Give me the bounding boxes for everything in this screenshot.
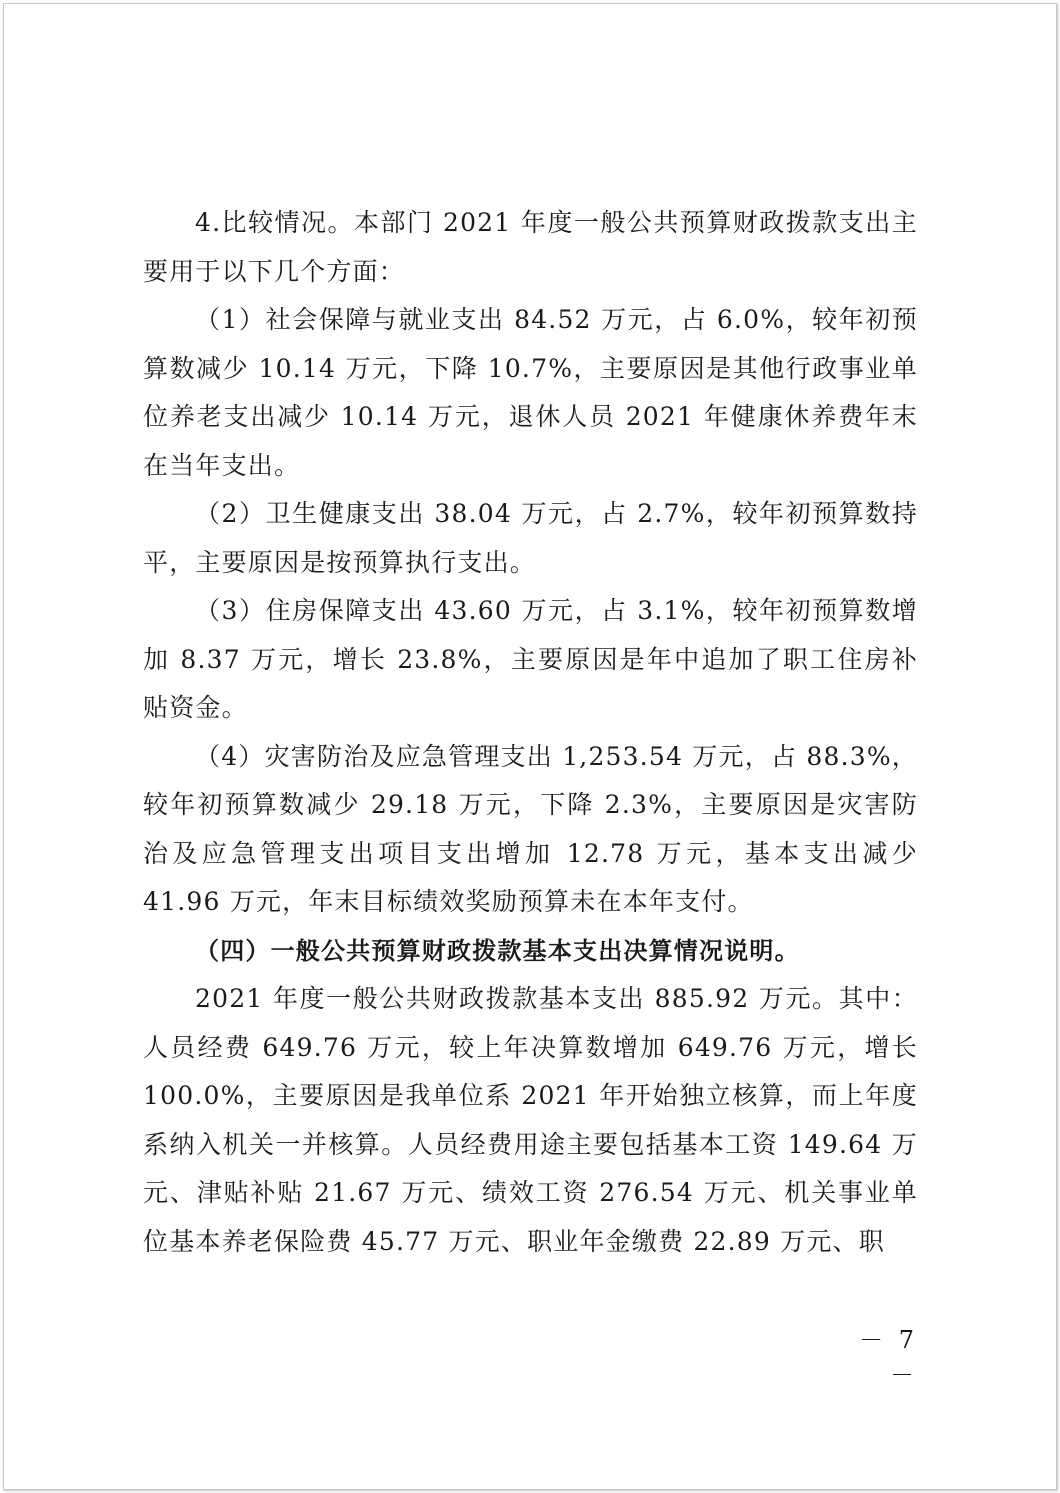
paragraph-basic-expenditure: 2021 年度一般公共财政拨款基本支出 885.92 万元。其中：人员经费 649.76 万元，较上年决算数增加 649.76 万元，增长 100.0%，主要原因是我单位系 2021 年开始独立核算，而上年度系纳入机关一并核算。人员经费用途主要包括基本工资 149.64 万元、津贴补贴 21.67 万元、绩效工资 276.54 万元、机关事业单位基本养老保险费 45.77 万元、职业年金缴费 22.89 万元、职 <box>143 984 918 1256</box>
paragraph-comparison-intro: 4.比较情况。本部门 2021 年度一般公共预算财政拨款支出主要用于以下几个方面： <box>143 208 918 286</box>
paragraph-housing: （3）住房保障支出 43.60 万元，占 3.1%，较年初预算数增加 8.37 万元，增长 23.8%，主要原因是年中追加了职工住房补贴资金。 <box>143 596 918 722</box>
paragraph-disaster-prevention: （4）灾害防治及应急管理支出 1,253.54 万元，占 88.3%，较年初预算数减少 29.18 万元，下降 2.3%，主要原因是灾害防治及应急管理支出项目支出增加 12.78 万元，基本支出减少 41.96 万元，年末目标绩效奖励预算未在本年支付。 <box>143 741 918 916</box>
page-number: － 7 － <box>859 1326 918 1389</box>
paragraph-social-security: （1）社会保障与就业支出 84.52 万元，占 6.0%，较年初预算数减少 10.14 万元，下降 10.7%，主要原因是其他行政事业单位养老支出减少 10.14 万元，退休人员 2021 年健康休养费年末在当年支出。 <box>143 305 918 480</box>
paragraph-health: （2）卫生健康支出 38.04 万元，占 2.7%，较年初预算数持平，主要原因是按预算执行支出。 <box>143 499 918 577</box>
section-heading-basic-expenditure: （四）一般公共预算财政拨款基本支出决算情况说明。 <box>195 936 800 965</box>
document-body <box>143 199 918 1266</box>
